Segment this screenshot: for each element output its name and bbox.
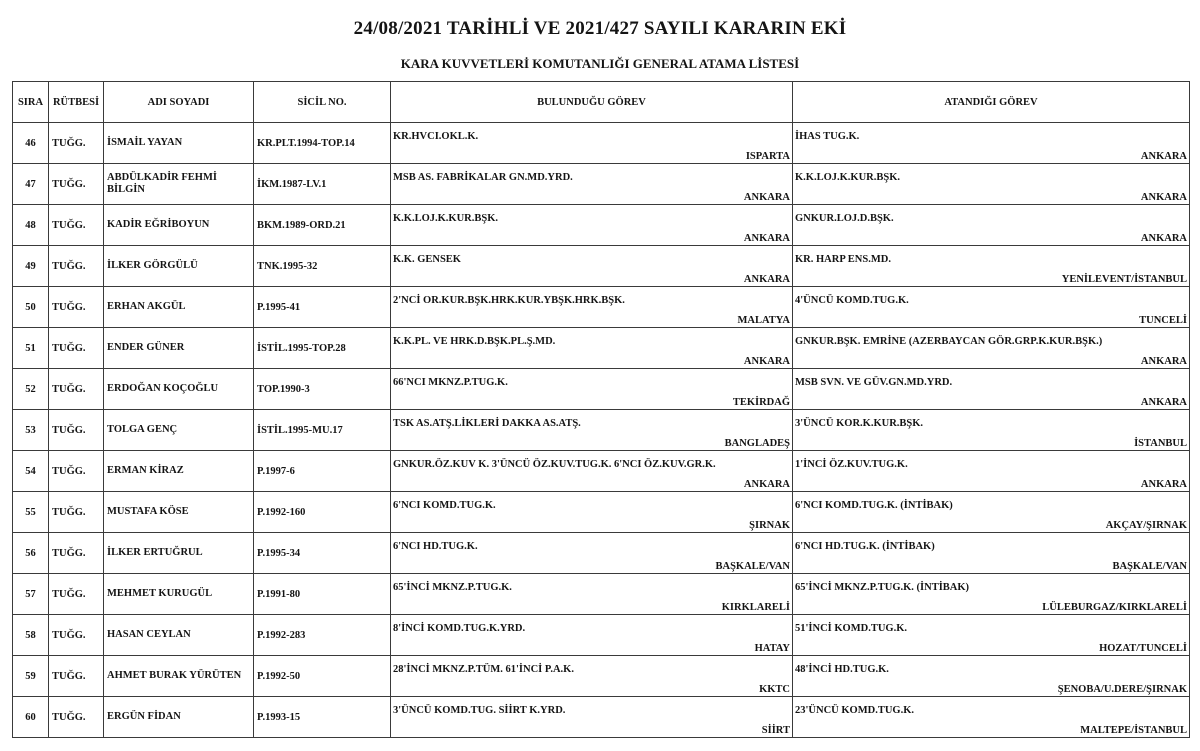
bulundugu-gorev-location: TEKİRDAĞ bbox=[732, 397, 790, 408]
table-row bbox=[13, 451, 1190, 492]
cell-bulundugu-gorev bbox=[391, 410, 793, 451]
cell-sicil-no: BKM.1989-ORD.21 bbox=[254, 205, 391, 246]
bulundugu-gorev-text: MSB AS. FABRİKALAR GN.MD.YRD. bbox=[393, 172, 573, 183]
assignment-table bbox=[12, 81, 1190, 738]
atandigi-gorev-location: TUNCELİ bbox=[1139, 315, 1187, 326]
cell-sira: 56 bbox=[13, 533, 49, 574]
cell-sira: 50 bbox=[13, 287, 49, 328]
document-title: 24/08/2021 TARİHLİ VE 2021/427 SAYILI KARARIN EKİ bbox=[353, 18, 847, 39]
cell-bulundugu-gorev bbox=[391, 697, 793, 738]
cell-atandigi-gorev bbox=[793, 492, 1190, 533]
atandigi-gorev-text: 65'İNCİ MKNZ.P.TUG.K. (İNTİBAK) bbox=[795, 582, 970, 593]
cell-bulundugu-gorev bbox=[391, 451, 793, 492]
bulundugu-gorev-text: 28'İNCİ MKNZ.P.TÜM. 61'İNCİ P.A.K. bbox=[393, 664, 574, 675]
table-row bbox=[13, 410, 1190, 451]
table-header-row bbox=[13, 82, 1190, 123]
cell-sira: 54 bbox=[13, 451, 49, 492]
atandigi-gorev-location: ANKARA bbox=[1140, 151, 1187, 162]
bulundugu-gorev-text: K.K.PL. VE HRK.D.BŞK.PL.Ş.MD. bbox=[393, 336, 556, 347]
bulundugu-gorev-location: ANKARA bbox=[743, 479, 790, 490]
cell-rutbe: TUĞG. bbox=[49, 574, 104, 615]
cell-adi-soyadi: HASAN CEYLAN bbox=[104, 615, 254, 656]
bulundugu-gorev-text: K.K.LOJ.K.KUR.BŞK. bbox=[393, 213, 499, 224]
atandigi-gorev-location: LÜLEBURGAZ/KIRKLARELİ bbox=[1042, 602, 1187, 613]
cell-atandigi-gorev bbox=[793, 615, 1190, 656]
cell-bulundugu-gorev bbox=[391, 246, 793, 287]
atandigi-gorev-location: ANKARA bbox=[1140, 356, 1187, 367]
atandigi-gorev-text: 6'NCI KOMD.TUG.K. (İNTİBAK) bbox=[795, 500, 953, 511]
cell-bulundugu-gorev bbox=[391, 656, 793, 697]
bulundugu-gorev-location: BAŞKALE/VAN bbox=[715, 561, 790, 572]
cell-sicil-no: P.1995-41 bbox=[254, 287, 391, 328]
cell-adi-soyadi: İLKER GÖRGÜLÜ bbox=[104, 246, 254, 287]
atandigi-gorev-text: 51'İNCİ KOMD.TUG.K. bbox=[795, 623, 908, 634]
cell-sira: 58 bbox=[13, 615, 49, 656]
cell-atandigi-gorev bbox=[793, 451, 1190, 492]
cell-sicil-no: P.1992-160 bbox=[254, 492, 391, 533]
cell-bulundugu-gorev bbox=[391, 533, 793, 574]
cell-atandigi-gorev bbox=[793, 697, 1190, 738]
cell-sira: 55 bbox=[13, 492, 49, 533]
table-row bbox=[13, 533, 1190, 574]
table-row bbox=[13, 656, 1190, 697]
bulundugu-gorev-location: ANKARA bbox=[743, 356, 790, 367]
cell-sicil-no: TNK.1995-32 bbox=[254, 246, 391, 287]
atandigi-gorev-text: 4'ÜNCÜ KOMD.TUG.K. bbox=[795, 295, 909, 306]
cell-sira: 46 bbox=[13, 123, 49, 164]
atandigi-gorev-text: GNKUR.BŞK. EMRİNE (AZERBAYCAN GÖR.GRP.K.KUR.BŞK.) bbox=[795, 336, 1103, 347]
bulundugu-gorev-text: 66'NCI MKNZ.P.TUG.K. bbox=[393, 377, 508, 388]
cell-rutbe: TUĞG. bbox=[49, 369, 104, 410]
atandigi-gorev-location: YENİLEVENT/İSTANBUL bbox=[1061, 274, 1187, 285]
cell-adi-soyadi: AHMET BURAK YÜRÜTEN bbox=[104, 656, 254, 697]
cell-sira: 60 bbox=[13, 697, 49, 738]
cell-sira: 52 bbox=[13, 369, 49, 410]
table-row bbox=[13, 697, 1190, 738]
cell-sicil-no: P.1993-15 bbox=[254, 697, 391, 738]
atandigi-gorev-location: ŞENOBA/U.DERE/ŞIRNAK bbox=[1057, 684, 1187, 695]
cell-atandigi-gorev bbox=[793, 246, 1190, 287]
cell-rutbe: TUĞG. bbox=[49, 123, 104, 164]
atandigi-gorev-location: BAŞKALE/VAN bbox=[1112, 561, 1187, 572]
cell-rutbe: TUĞG. bbox=[49, 246, 104, 287]
atandigi-gorev-text: İHAS TUG.K. bbox=[795, 131, 860, 142]
cell-adi-soyadi: ABDÜLKADİR FEHMİ BİLGİN bbox=[104, 164, 254, 205]
cell-atandigi-gorev bbox=[793, 369, 1190, 410]
cell-atandigi-gorev bbox=[793, 328, 1190, 369]
cell-rutbe: TUĞG. bbox=[49, 615, 104, 656]
cell-sicil-no: P.1992-283 bbox=[254, 615, 391, 656]
cell-sicil-no: P.1992-50 bbox=[254, 656, 391, 697]
atandigi-gorev-location: MALTEPE/İSTANBUL bbox=[1080, 725, 1187, 736]
bulundugu-gorev-location: KIRKLARELİ bbox=[721, 602, 790, 613]
header-rutbe: RÜTBESİ bbox=[49, 82, 104, 123]
table-row bbox=[13, 246, 1190, 287]
atandigi-gorev-location: ANKARA bbox=[1140, 192, 1187, 203]
cell-bulundugu-gorev bbox=[391, 164, 793, 205]
atandigi-gorev-location: ANKARA bbox=[1140, 233, 1187, 244]
bulundugu-gorev-text: KR.HVCI.OKL.K. bbox=[393, 131, 479, 142]
bulundugu-gorev-location: BANGLADEŞ bbox=[724, 438, 790, 449]
table-row bbox=[13, 369, 1190, 410]
bulundugu-gorev-location: ISPARTA bbox=[745, 151, 790, 162]
cell-sicil-no: İKM.1987-LV.1 bbox=[254, 164, 391, 205]
cell-rutbe: TUĞG. bbox=[49, 656, 104, 697]
cell-adi-soyadi: TOLGA GENÇ bbox=[104, 410, 254, 451]
bulundugu-gorev-location: SİİRT bbox=[761, 725, 790, 736]
cell-adi-soyadi: İSMAİL YAYAN bbox=[104, 123, 254, 164]
atandigi-gorev-location: İSTANBUL bbox=[1134, 438, 1187, 449]
atandigi-gorev-text: KR. HARP ENS.MD. bbox=[795, 254, 891, 265]
cell-rutbe: TUĞG. bbox=[49, 287, 104, 328]
atandigi-gorev-location: AKÇAY/ŞIRNAK bbox=[1105, 520, 1187, 531]
header-bulundugu-gorev: BULUNDUĞU GÖREV bbox=[391, 82, 793, 123]
cell-rutbe: TUĞG. bbox=[49, 492, 104, 533]
bulundugu-gorev-text: 6'NCI KOMD.TUG.K. bbox=[393, 500, 496, 511]
cell-adi-soyadi: MEHMET KURUGÜL bbox=[104, 574, 254, 615]
cell-rutbe: TUĞG. bbox=[49, 697, 104, 738]
atandigi-gorev-text: MSB SVN. VE GÜV.GN.MD.YRD. bbox=[795, 377, 953, 388]
cell-rutbe: TUĞG. bbox=[49, 451, 104, 492]
table-row bbox=[13, 287, 1190, 328]
atandigi-gorev-location: HOZAT/TUNCELİ bbox=[1099, 643, 1187, 654]
bulundugu-gorev-location: ANKARA bbox=[743, 274, 790, 285]
cell-bulundugu-gorev bbox=[391, 328, 793, 369]
cell-adi-soyadi: ERDOĞAN KOÇOĞLU bbox=[104, 369, 254, 410]
table-row bbox=[13, 205, 1190, 246]
cell-adi-soyadi: ERHAN AKGÜL bbox=[104, 287, 254, 328]
cell-bulundugu-gorev bbox=[391, 369, 793, 410]
document-subtitle: KARA KUVVETLERİ KOMUTANLIĞI GENERAL ATAMA LİSTESİ bbox=[400, 56, 800, 71]
atandigi-gorev-text: GNKUR.LOJ.D.BŞK. bbox=[795, 213, 894, 224]
atandigi-gorev-text: 48'İNCİ HD.TUG.K. bbox=[795, 664, 889, 675]
header-sicil-no: SİCİL NO. bbox=[254, 82, 391, 123]
cell-rutbe: TUĞG. bbox=[49, 328, 104, 369]
cell-atandigi-gorev bbox=[793, 205, 1190, 246]
bulundugu-gorev-text: K.K. GENSEK bbox=[393, 254, 461, 265]
bulundugu-gorev-location: ANKARA bbox=[743, 233, 790, 244]
cell-adi-soyadi: ERGÜN FİDAN bbox=[104, 697, 254, 738]
atandigi-gorev-text: 1'İNCİ ÖZ.KUV.TUG.K. bbox=[795, 459, 908, 470]
bulundugu-gorev-location: MALATYA bbox=[737, 315, 790, 326]
bulundugu-gorev-location: ŞIRNAK bbox=[749, 520, 790, 531]
atandigi-gorev-location: ANKARA bbox=[1140, 479, 1187, 490]
cell-bulundugu-gorev bbox=[391, 123, 793, 164]
cell-sira: 47 bbox=[13, 164, 49, 205]
cell-adi-soyadi: KADİR EĞRİBOYUN bbox=[104, 205, 254, 246]
bulundugu-gorev-text: 2'NCİ OR.KUR.BŞK.HRK.KUR.YBŞK.HRK.BŞK. bbox=[393, 295, 625, 306]
header-adi-soyadi: ADI SOYADI bbox=[104, 82, 254, 123]
table-row bbox=[13, 123, 1190, 164]
table-row bbox=[13, 615, 1190, 656]
cell-adi-soyadi: ERMAN KİRAZ bbox=[104, 451, 254, 492]
bulundugu-gorev-location: ANKARA bbox=[743, 192, 790, 203]
cell-bulundugu-gorev bbox=[391, 574, 793, 615]
cell-adi-soyadi: ENDER GÜNER bbox=[104, 328, 254, 369]
cell-sicil-no: KR.PLT.1994-TOP.14 bbox=[254, 123, 391, 164]
cell-atandigi-gorev bbox=[793, 287, 1190, 328]
bulundugu-gorev-text: 6'NCI HD.TUG.K. bbox=[393, 541, 478, 552]
cell-sicil-no: TOP.1990-3 bbox=[254, 369, 391, 410]
table-row bbox=[13, 574, 1190, 615]
cell-atandigi-gorev bbox=[793, 574, 1190, 615]
atandigi-gorev-location: ANKARA bbox=[1140, 397, 1187, 408]
cell-sira: 57 bbox=[13, 574, 49, 615]
header-atandigi-gorev: ATANDIĞI GÖREV bbox=[793, 82, 1190, 123]
cell-sira: 53 bbox=[13, 410, 49, 451]
header-sira: SIRA bbox=[13, 82, 49, 123]
bulundugu-gorev-text: GNKUR.ÖZ.KUV K. 3'ÜNCÜ ÖZ.KUV.TUG.K. 6'NCI ÖZ.KUV.GR.K. bbox=[393, 459, 716, 470]
cell-sicil-no: P.1991-80 bbox=[254, 574, 391, 615]
cell-rutbe: TUĞG. bbox=[49, 410, 104, 451]
table-row bbox=[13, 492, 1190, 533]
table-row bbox=[13, 328, 1190, 369]
cell-sicil-no: İSTİL.1995-TOP.28 bbox=[254, 328, 391, 369]
bulundugu-gorev-text: 65'İNCİ MKNZ.P.TUG.K. bbox=[393, 582, 512, 593]
cell-sicil-no: P.1995-34 bbox=[254, 533, 391, 574]
atandigi-gorev-text: K.K.LOJ.K.KUR.BŞK. bbox=[795, 172, 901, 183]
cell-sicil-no: P.1997-6 bbox=[254, 451, 391, 492]
cell-rutbe: TUĞG. bbox=[49, 164, 104, 205]
cell-bulundugu-gorev bbox=[391, 492, 793, 533]
table-row bbox=[13, 164, 1190, 205]
cell-bulundugu-gorev bbox=[391, 205, 793, 246]
cell-atandigi-gorev bbox=[793, 164, 1190, 205]
cell-atandigi-gorev bbox=[793, 410, 1190, 451]
bulundugu-gorev-location: HATAY bbox=[754, 643, 790, 654]
cell-atandigi-gorev bbox=[793, 533, 1190, 574]
cell-rutbe: TUĞG. bbox=[49, 533, 104, 574]
cell-atandigi-gorev bbox=[793, 656, 1190, 697]
atandigi-gorev-text: 23'ÜNCÜ KOMD.TUG.K. bbox=[795, 705, 914, 716]
cell-atandigi-gorev bbox=[793, 123, 1190, 164]
cell-sira: 48 bbox=[13, 205, 49, 246]
atandigi-gorev-text: 6'NCI HD.TUG.K. (İNTİBAK) bbox=[795, 541, 935, 552]
cell-sira: 59 bbox=[13, 656, 49, 697]
bulundugu-gorev-text: TSK AS.ATŞ.LİKLERİ DAKKA AS.ATŞ. bbox=[393, 418, 581, 429]
atandigi-gorev-text: 3'ÜNCÜ KOR.K.KUR.BŞK. bbox=[795, 418, 924, 429]
cell-bulundugu-gorev bbox=[391, 287, 793, 328]
cell-sira: 51 bbox=[13, 328, 49, 369]
bulundugu-gorev-text: 3'ÜNCÜ KOMD.TUG. SİİRT K.YRD. bbox=[393, 705, 566, 716]
bulundugu-gorev-location: KKTC bbox=[759, 684, 790, 695]
cell-adi-soyadi: İLKER ERTUĞRUL bbox=[104, 533, 254, 574]
cell-rutbe: TUĞG. bbox=[49, 205, 104, 246]
cell-bulundugu-gorev bbox=[391, 615, 793, 656]
bulundugu-gorev-text: 8'İNCİ KOMD.TUG.K.YRD. bbox=[393, 623, 526, 634]
cell-adi-soyadi: MUSTAFA KÖSE bbox=[104, 492, 254, 533]
cell-sira: 49 bbox=[13, 246, 49, 287]
cell-sicil-no: İSTİL.1995-MU.17 bbox=[254, 410, 391, 451]
